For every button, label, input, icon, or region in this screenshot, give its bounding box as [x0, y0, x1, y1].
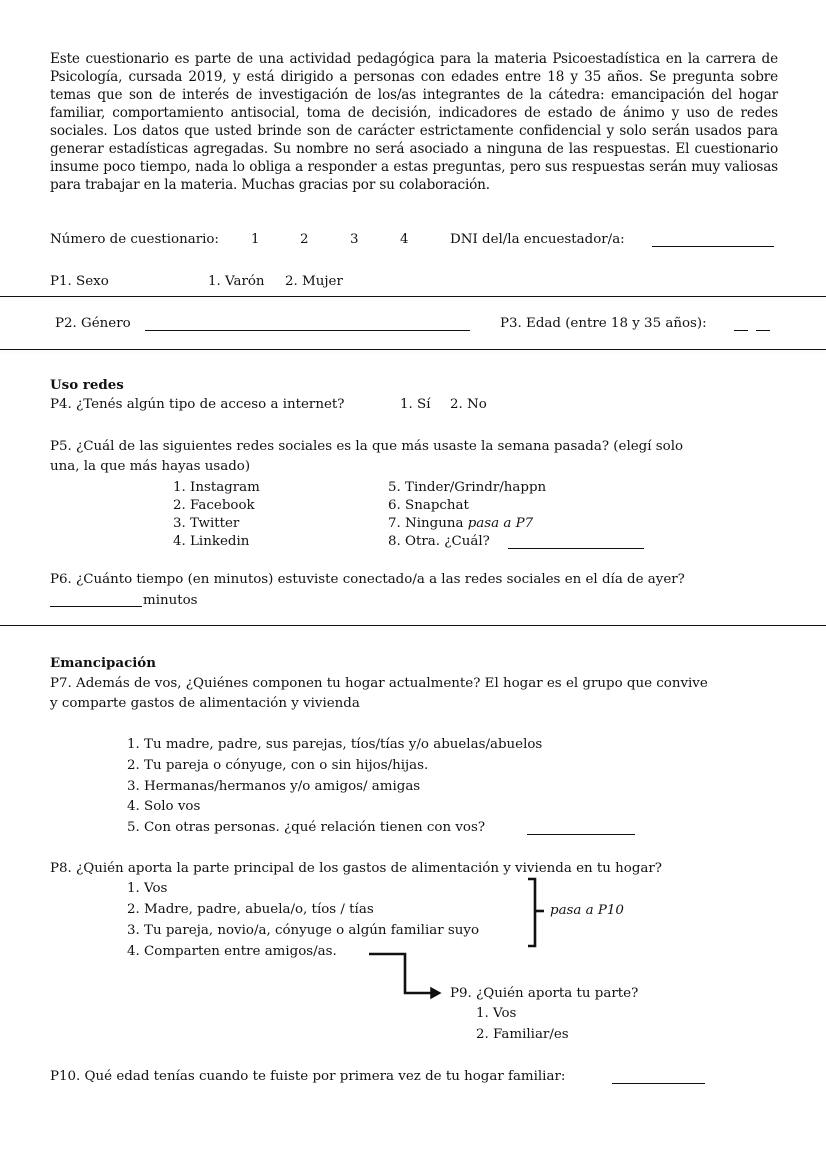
p6-label: P6. ¿Cuánto tiempo (en minutos) estuviste conectado/a a las redes sociales en el día de ayer? [50, 572, 685, 587]
cuestionario-number-label: Número de cuestionario: [50, 232, 219, 247]
p4-option-no[interactable]: 2. No [450, 397, 487, 412]
p5-option-instagram[interactable]: 1. Instagram [173, 480, 260, 495]
p8-option-4[interactable]: 4. Comparten entre amigos/as. [127, 944, 337, 959]
p4-option-si[interactable]: 1. Sí [400, 397, 431, 412]
p3-label: P3. Edad (entre 18 y 35 años): [500, 316, 707, 331]
p5-skip-note: pasa a P7 [467, 516, 534, 531]
p5-label-line1: P5. ¿Cuál de las siguientes redes sociales es la que más usaste la semana pasada? (elegí solo [50, 439, 684, 454]
p2-label: P2. Género [55, 316, 131, 331]
p8-option-2[interactable]: 2. Madre, padre, abuela/o, tíos / tías [127, 902, 374, 917]
p7-label-line2: y comparte gastos de alimentación y vivienda [50, 696, 360, 711]
p9-label: P9. ¿Quién aporta tu parte? [450, 986, 639, 1001]
p8-option-1[interactable]: 1. Vos [127, 881, 168, 896]
p7-option-2[interactable]: 2. Tu pareja o cónyuge, con o sin hijos/hijas. [127, 758, 429, 773]
p1-option-varon[interactable]: 1. Varón [208, 274, 265, 289]
p9-option-vos[interactable]: 1. Vos [476, 1006, 517, 1021]
p8-label: P8. ¿Quién aporta la parte principal de los gastos de alimentación y vivienda en tu hogar? [50, 861, 662, 876]
p5-option-ninguna-label: 7. Ninguna [388, 516, 464, 531]
p4-label: P4. ¿Tenés algún tipo de acceso a internet? [50, 397, 345, 412]
p7-option-5[interactable]: 5. Con otras personas. ¿qué relación tienen con vos? [127, 820, 486, 835]
p9-option-familiar[interactable]: 2. Familiar/es [476, 1027, 569, 1042]
p7-option-3[interactable]: 3. Hermanas/hermanos y/o amigos/ amigas [127, 779, 421, 794]
cuestionario-option-1[interactable]: 1 [251, 232, 260, 247]
cuestionario-option-3[interactable]: 3 [350, 232, 359, 247]
p5-label-line2: una, la que más hayas usado) [50, 459, 251, 474]
p5-option-snapchat[interactable]: 6. Snapchat [388, 498, 469, 513]
p5-option-linkedin[interactable]: 4. Linkedin [173, 534, 250, 549]
p5-option-facebook[interactable]: 2. Facebook [173, 498, 255, 513]
p1-label: P1. Sexo [50, 274, 109, 289]
p10-label: P10. Qué edad tenías cuando te fuiste por primera vez de tu hogar familiar: [50, 1069, 566, 1084]
p5-option-otra[interactable]: 8. Otra. ¿Cuál? [388, 534, 490, 549]
intro-paragraph: Este cuestionario es parte de una actividad pedagógica para la materia Psicoestadística en la carrera de Psicología, cursada 2019, y está dirigido a personas con edades entre 18 y 35 años. Se pregunta sobre temas que son de interés de investigación de los/as integrantes de la cátedra: emancipación del hogar familiar, comportamiento antisocial, toma de decisión, indicadores de estado de ánimo y uso de redes sociales. Los datos que usted brinde son de carácter estrictamente confidencial y solo serán usados para generar estadísticas agregadas. Su nombre no será asociado a ninguna de las respuestas. El cuestionario insume poco tiempo, nada lo obliga a responder a estas preguntas, pero sus respuestas serán muy valiosas para trabajar en la materia. Muchas gracias por su colaboración. [50, 51, 778, 193]
p5-option-tinder[interactable]: 5. Tinder/Grindr/happn [388, 480, 547, 495]
cuestionario-option-2[interactable]: 2 [300, 232, 309, 247]
dni-label: DNI del/la encuestador/a: [450, 232, 625, 247]
p7-option-4[interactable]: 4. Solo vos [127, 799, 201, 814]
p8-skip-note: pasa a P10 [550, 903, 624, 918]
p1-option-mujer[interactable]: 2. Mujer [285, 274, 343, 289]
section-title-emancipacion: Emancipación [50, 655, 156, 671]
p5-option-twitter[interactable]: 3. Twitter [173, 516, 240, 531]
section-title-uso-redes: Uso redes [50, 377, 124, 393]
p7-option-1[interactable]: 1. Tu madre, padre, sus parejas, tíos/tías y/o abuelas/abuelos [127, 737, 543, 752]
cuestionario-option-4[interactable]: 4 [400, 232, 409, 247]
p7-label-line1: P7. Además de vos, ¿Quiénes componen tu hogar actualmente? El hogar es el grupo que convive [50, 676, 708, 691]
p6-unit: minutos [143, 593, 198, 608]
p10-age-input[interactable] [612, 1071, 705, 1084]
p8-option-3[interactable]: 3. Tu pareja, novio/a, cónyuge o algún familiar suyo [127, 923, 480, 938]
